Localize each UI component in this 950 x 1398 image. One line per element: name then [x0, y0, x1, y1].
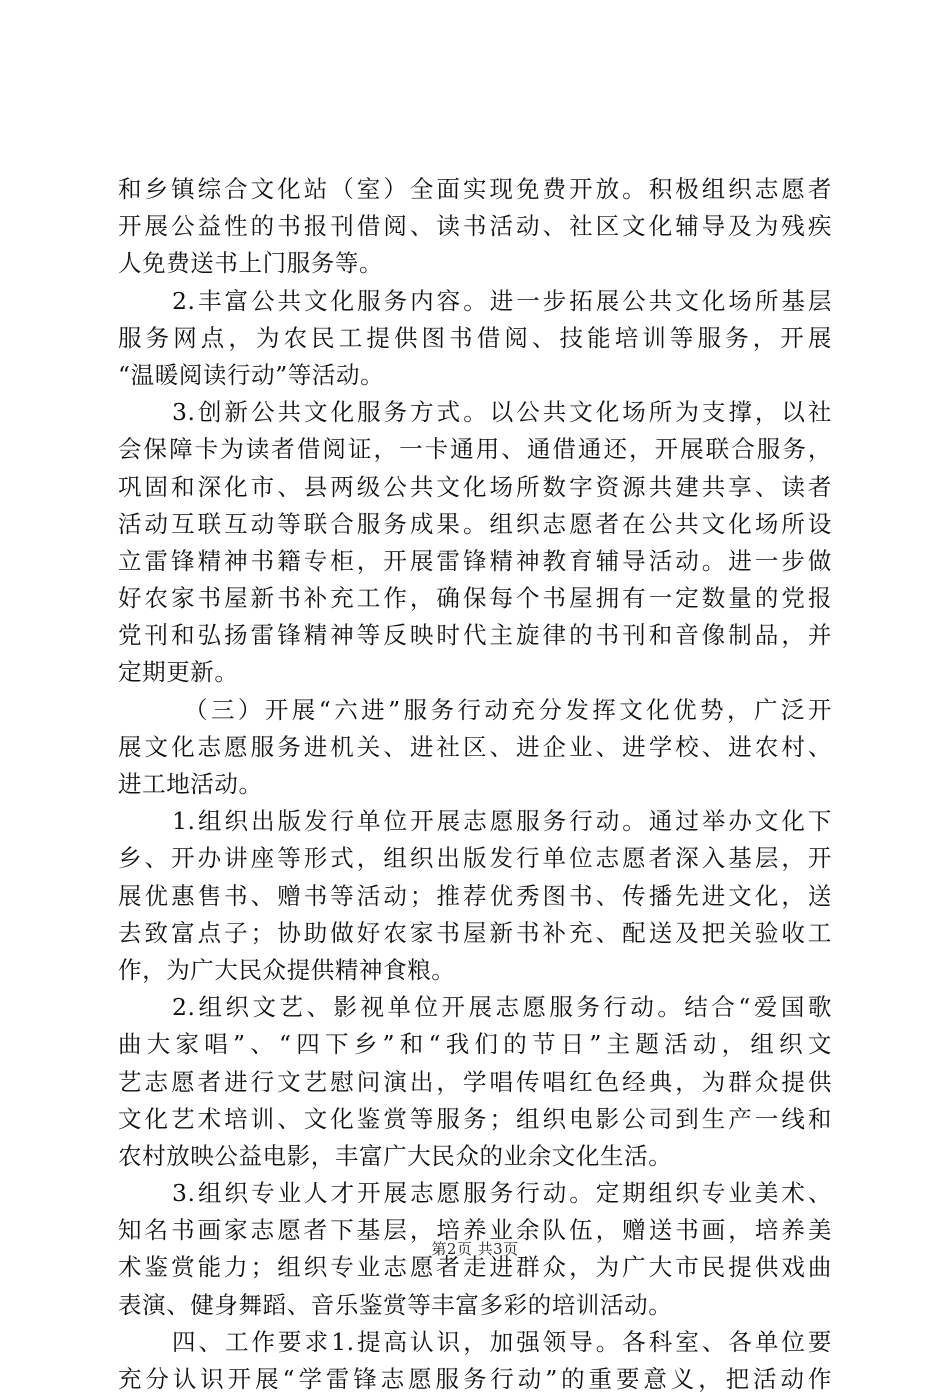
text-line: 和乡镇综合文化站（室）全面实现免费开放。积极组织志愿者: [118, 175, 832, 203]
text-line: 去致富点子；协助做好农家书屋新书补充、配送及把关验收工: [118, 918, 832, 947]
text-line: 曲大家唱”、“四下乡”和“我们的节日”主题活动，组织文: [118, 1030, 832, 1059]
text-line: 文化艺术培训、文化鉴赏等服务；组织电影公司到生产一线和: [118, 1104, 832, 1133]
text-line: 活动互联互动等联合服务成果。组织志愿者在公共文化场所设: [118, 509, 832, 538]
text-line: 乡、开办讲座等形式，组织出版发行单位志愿者深入基层，开: [118, 844, 832, 873]
text-line: 四、工作要求1.提高认识，加强领导。各科室、各单位要: [172, 1327, 832, 1356]
text-line: 2.组织文艺、影视单位开展志愿服务行动。结合“爱国歌: [172, 993, 832, 1022]
text-line: 充分认识开展“学雷锋志愿服务行动”的重要意义，把活动作: [118, 1365, 832, 1393]
text-line: 会保障卡为读者借阅证，一卡通用、通借通还，开展联合服务，: [118, 435, 832, 464]
text-line: 开展公益性的书报刊借阅、读书活动、社区文化辅导及为残疾: [118, 212, 832, 241]
text-line: 党刊和弘扬雷锋精神等反映时代主旋律的书刊和音像制品，并: [118, 621, 832, 650]
text-line: 知名书画家志愿者下基层，培养业余队伍，赠送书画，培养美: [118, 1216, 832, 1245]
text-line: 展优惠售书、赠书等活动；推荐优秀图书、传播先进文化，送: [118, 881, 832, 910]
text-line: 好农家书屋新书补充工作，确保每个书屋拥有一定数量的党报: [118, 584, 832, 613]
text-line: 服务网点，为农民工提供图书借阅、技能培训等服务，开展: [118, 323, 832, 352]
text-line: 3.创新公共文化服务方式。以公共文化场所为支撑，以社: [172, 398, 832, 427]
text-line: 巩固和深化市、县两级公共文化场所数字资源共建共享、读者: [118, 472, 832, 501]
text-line: 农村放映公益电影，丰富广大民众的业余文化生活。: [118, 1141, 673, 1170]
text-line: 表演、健身舞蹈、音乐鉴赏等丰富多彩的培训活动。: [118, 1290, 673, 1319]
text-line: 展文化志愿服务进机关、进社区、进企业、进学校、进农村、: [118, 732, 832, 761]
text-line: “温暖阅读行动”等活动。: [118, 360, 385, 389]
text-line: 进工地活动。: [118, 770, 263, 798]
text-line: 作，为广大民众提供精神食粮。: [118, 955, 456, 984]
text-line: 术鉴赏能力；组织专业志愿者走进群众，为广大市民提供戏曲: [118, 1253, 832, 1282]
text-line: 2.丰富公共文化服务内容。进一步拓展公共文化场所基层: [172, 286, 832, 315]
text-line: 人免费送书上门服务等。: [118, 249, 384, 278]
text-line: 定期更新。: [118, 658, 239, 687]
text-line: （三）开展“六进”服务行动充分发挥文化优势，广泛开: [184, 695, 832, 724]
page-footer: 第2页 共3页: [431, 1240, 519, 1258]
document-body: [118, 171, 832, 1398]
text-line: 立雷锋精神书籍专柜，开展雷锋精神教育辅导活动。进一步做: [118, 546, 832, 575]
text-line: 艺志愿者进行文艺慰问演出，学唱传唱红色经典，为群众提供: [118, 1067, 832, 1096]
text-line: 3.组织专业人才开展志愿服务行动。定期组织专业美术、: [172, 1179, 832, 1208]
text-line: 1.组织出版发行单位开展志愿服务行动。通过举办文化下: [172, 807, 832, 836]
